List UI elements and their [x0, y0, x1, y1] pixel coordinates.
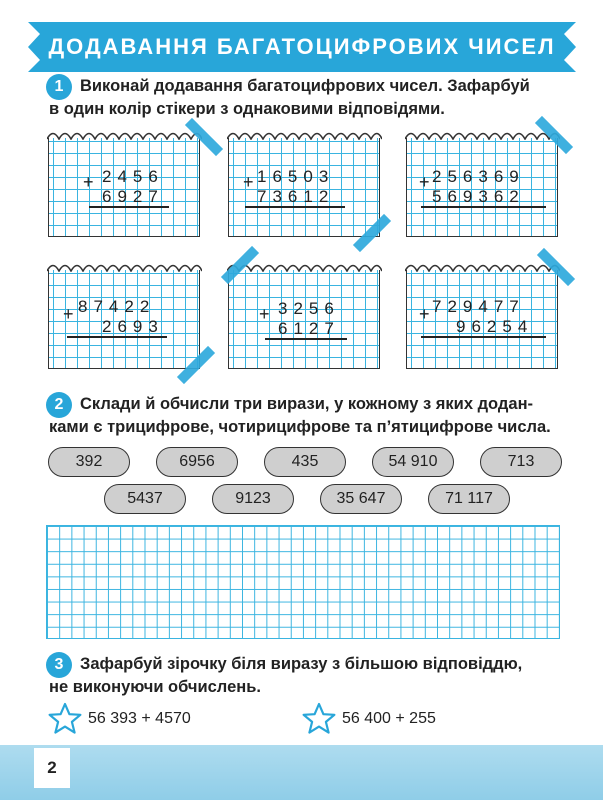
sticker-scallop-edge [47, 128, 202, 140]
task-3-number: 3 [46, 652, 72, 678]
star-icon[interactable] [302, 702, 336, 736]
task-1-line-1: Виконай додавання багатоцифрових чисел. Зафарбуй [80, 77, 530, 95]
sticker-2-bottom-number: 73612 [257, 187, 335, 206]
sum-line [245, 206, 345, 208]
plus-sign: + [259, 304, 270, 324]
sticker-5-top-number: 3256 [278, 299, 340, 318]
sticker-5-bottom-number: 6127 [278, 319, 340, 338]
task-2-line-1: Склади й обчисли три вирази, у кожному з яких додан- [80, 395, 534, 413]
task-2-number: 2 [46, 392, 72, 418]
sticker-4[interactable] [48, 270, 200, 369]
task-3-line-2: не виконуючи обчислень. [49, 678, 261, 696]
number-card[interactable]: 9123 [212, 484, 294, 514]
answer-grid[interactable] [46, 525, 560, 639]
sum-line [421, 206, 546, 208]
footer-band [0, 745, 603, 800]
title-banner [28, 22, 576, 72]
sum-line [67, 336, 167, 338]
plus-sign: + [419, 304, 430, 324]
sticker-scallop-edge [47, 260, 202, 272]
sticker-6-bottom-number: 96254 [456, 317, 534, 336]
task-1-line-2: в один колір стікери з однаковими відповідями. [49, 100, 445, 118]
plus-sign: + [63, 304, 74, 324]
sticker-scallop-edge [227, 128, 382, 140]
sticker-4-bottom-number: 2693 [102, 317, 164, 336]
sum-line [265, 338, 347, 340]
sticker-1-bottom-number: 6927 [102, 187, 164, 206]
sticker-scallop-edge [405, 260, 560, 272]
sticker-6-top-number: 729477 [432, 297, 525, 316]
sticker-6[interactable] [406, 270, 558, 369]
expression-1: 56 393 + 4570 [88, 710, 191, 727]
sum-line [89, 206, 169, 208]
number-card[interactable]: 5437 [104, 484, 186, 514]
sticker-3-bottom-number: 569362 [432, 187, 525, 206]
sticker-2[interactable] [228, 138, 380, 237]
number-card[interactable]: 435 [264, 447, 346, 477]
plus-sign: + [419, 172, 430, 192]
sticker-scallop-edge [405, 128, 560, 140]
sum-line [421, 336, 546, 338]
page-title: ДОДАВАННЯ БАГАТОЦИФРОВИХ ЧИСЕЛ [48, 34, 556, 59]
task-3-line-1: Зафарбуй зірочку біля виразу з більшою відповіддю, [80, 655, 523, 673]
plus-sign: + [83, 172, 94, 192]
number-card[interactable]: 71 117 [428, 484, 510, 514]
expression-2: 56 400 + 255 [342, 710, 436, 727]
sticker-1-top-number: 2456 [102, 167, 164, 186]
sticker-2-top-number: 16503 [257, 167, 335, 186]
number-card[interactable]: 6956 [156, 447, 238, 477]
page-number: 2 [34, 748, 70, 788]
number-card[interactable]: 35 647 [320, 484, 402, 514]
number-card[interactable]: 54 910 [372, 447, 454, 477]
task-1-number: 1 [46, 74, 72, 100]
star-icon[interactable] [48, 702, 82, 736]
number-card[interactable]: 392 [48, 447, 130, 477]
sticker-4-top-number: 87422 [78, 297, 156, 316]
sticker-3-top-number: 256369 [432, 167, 525, 186]
sticker-5[interactable] [228, 270, 380, 369]
sticker-1[interactable] [48, 138, 200, 237]
task-2-line-2: ками є трицифрове, чотирицифрове та п’ятицифрове числа. [49, 418, 551, 436]
number-card[interactable]: 713 [480, 447, 562, 477]
plus-sign: + [243, 172, 254, 192]
sticker-3[interactable] [406, 138, 558, 237]
